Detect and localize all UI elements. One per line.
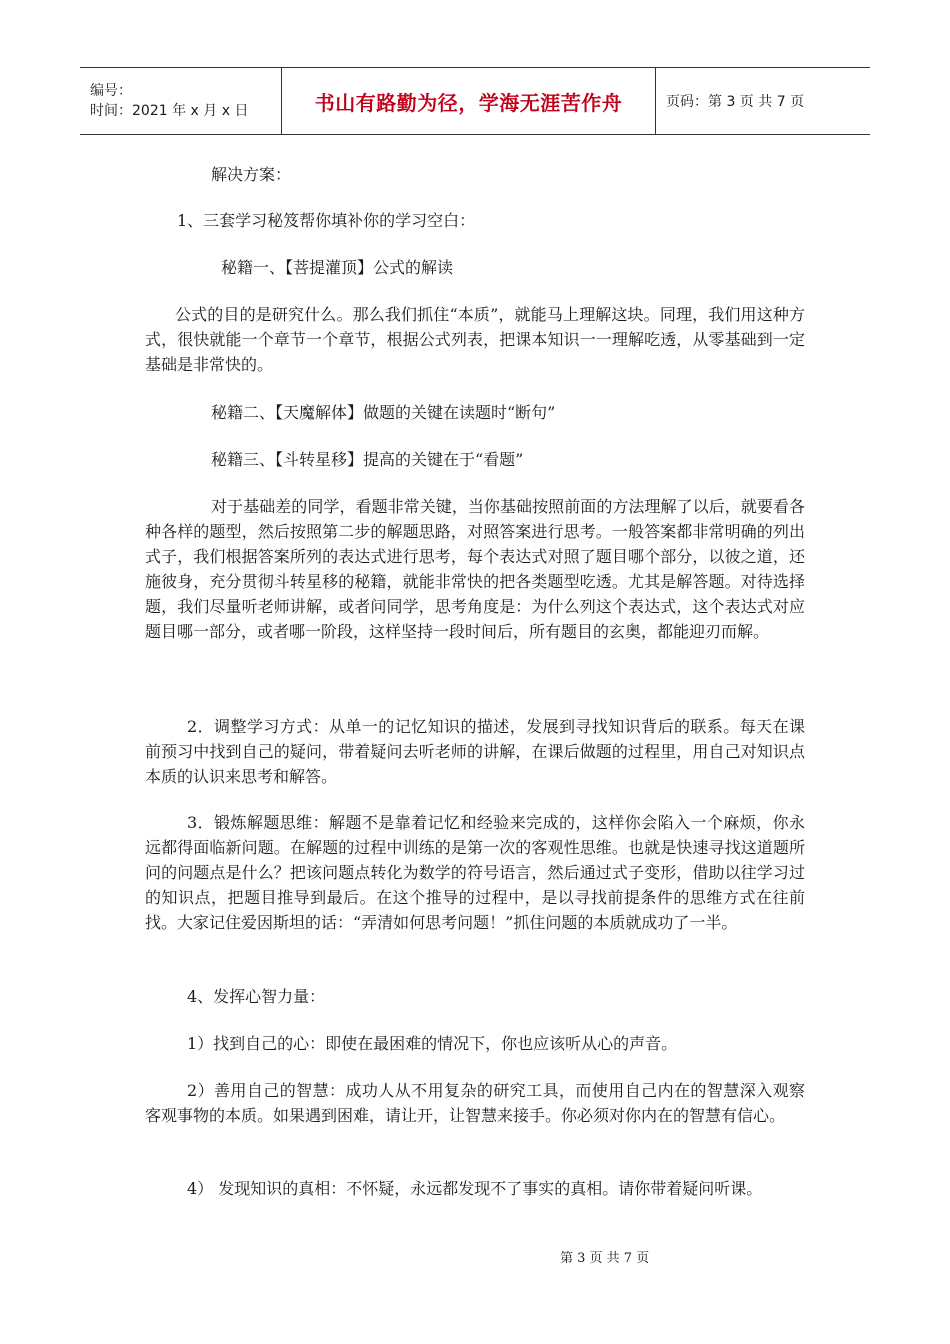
header-page-number: 页码：第 3 页 共 7 页 bbox=[666, 94, 805, 110]
paragraph-section-4: 4、发挥心智力量： bbox=[187, 987, 326, 1006]
paragraph-item-1: 1）找到自己的心：即使在最困难的情况下，你也应该听从心的声音。 bbox=[187, 1034, 678, 1053]
paragraph-secret-3: 秘籍三、【斗转星移】提高的关键在于“看题” bbox=[211, 450, 524, 469]
document-date: 时间：2021 年 x 月 x 日 bbox=[90, 103, 249, 119]
paragraph-secret-3-body: 对于基础差的同学，看题非常关键，当你基础按照前面的方法理解了以后，就要看各种各样的题型，然后按照第二步的解题思路，对照答案进行思考。一般答案都非常明确的列出式子，我们根据答案所列的表达式进行思考，每个表达式对照了题目哪个部分，以彼之道，还施彼身，充分贯彻斗转星移的秘籍，就能非常快的把各类题型吃透。尤其是解答题。对待选择题，我们尽量听老师讲解，或者问同学，思考角度是：为什么列这个表达式，这个表达式对应题目哪一部分，或者哪一阶段，这样坚持一段时间后，所有题目的玄奥，都能迎刃而解。 bbox=[145, 497, 805, 641]
paragraph-section-3: 3．锻炼解题思维：解题不是靠着记忆和经验来完成的，这样你会陷入一个麻烦，你永远都得面临新问题。在解题的过程中训练的是第一次的客观性思维。也就是快速寻找这道题所问的问题点是什么？把该问题点转化为数学的符号语言，然后通过式子变形，借助以往学习过的知识点，把题目推导到最后。在这个推导的过程中，是以寻找前提条件的思维方式在往前找。大家记住爱因斯坦的话：“弄清如何思考问题！”抓住问题的本质就成功了一半。 bbox=[145, 813, 805, 932]
paragraph-secret-1: 秘籍一、【菩提灌顶】公式的解读 bbox=[221, 258, 454, 277]
paragraph-section-1: 1、三套学习秘笈帮你填补你的学习空白： bbox=[177, 211, 476, 230]
header-motto-cell bbox=[282, 68, 656, 134]
page-footer: 第 3 页 共 7 页 bbox=[560, 1251, 650, 1266]
paragraph-item-2: 2）善用自己的智慧：成功人从不用复杂的研究工具，而使用自己内在的智慧深入观察客观事物的本质。如果遇到困难，请让开，让智慧来接手。你必须对你内在的智慧有信心。 bbox=[145, 1081, 805, 1125]
paragraph-section-2: 2．调整学习方式：从单一的记忆知识的描述，发展到寻找知识背后的联系。每天在课前预习中找到自己的疑问，带着疑问去听老师的讲解，在课后做题的过程里，用自己对知识点本质的认识来思考和解答。 bbox=[145, 717, 805, 786]
paragraph-solution-heading: 解决方案： bbox=[211, 165, 292, 184]
paragraph-item-4: 4） 发现知识的真相：不怀疑，永远都发现不了事实的真相。请你带着疑问听课。 bbox=[187, 1179, 763, 1198]
paragraph-secret-2: 秘籍二、【天魔解体】做题的关键在读题时“断句” bbox=[211, 403, 556, 422]
header-page-cell bbox=[656, 68, 870, 134]
document-number: 编号： bbox=[90, 83, 132, 99]
page-header bbox=[80, 67, 870, 135]
header-motto: 书山有路勤为径，学海无涯苦作舟 bbox=[314, 90, 623, 115]
header-meta bbox=[80, 68, 282, 134]
paragraph-secret-1-body: 公式的目的是研究什么。那么我们抓住“本质”，就能马上理解这块。同理，我们用这种方式，很快就能一个章节一个章节，根据公式列表，把课本知识一一理解吃透，从零基础到一定基础是非常快的。 bbox=[145, 305, 805, 374]
